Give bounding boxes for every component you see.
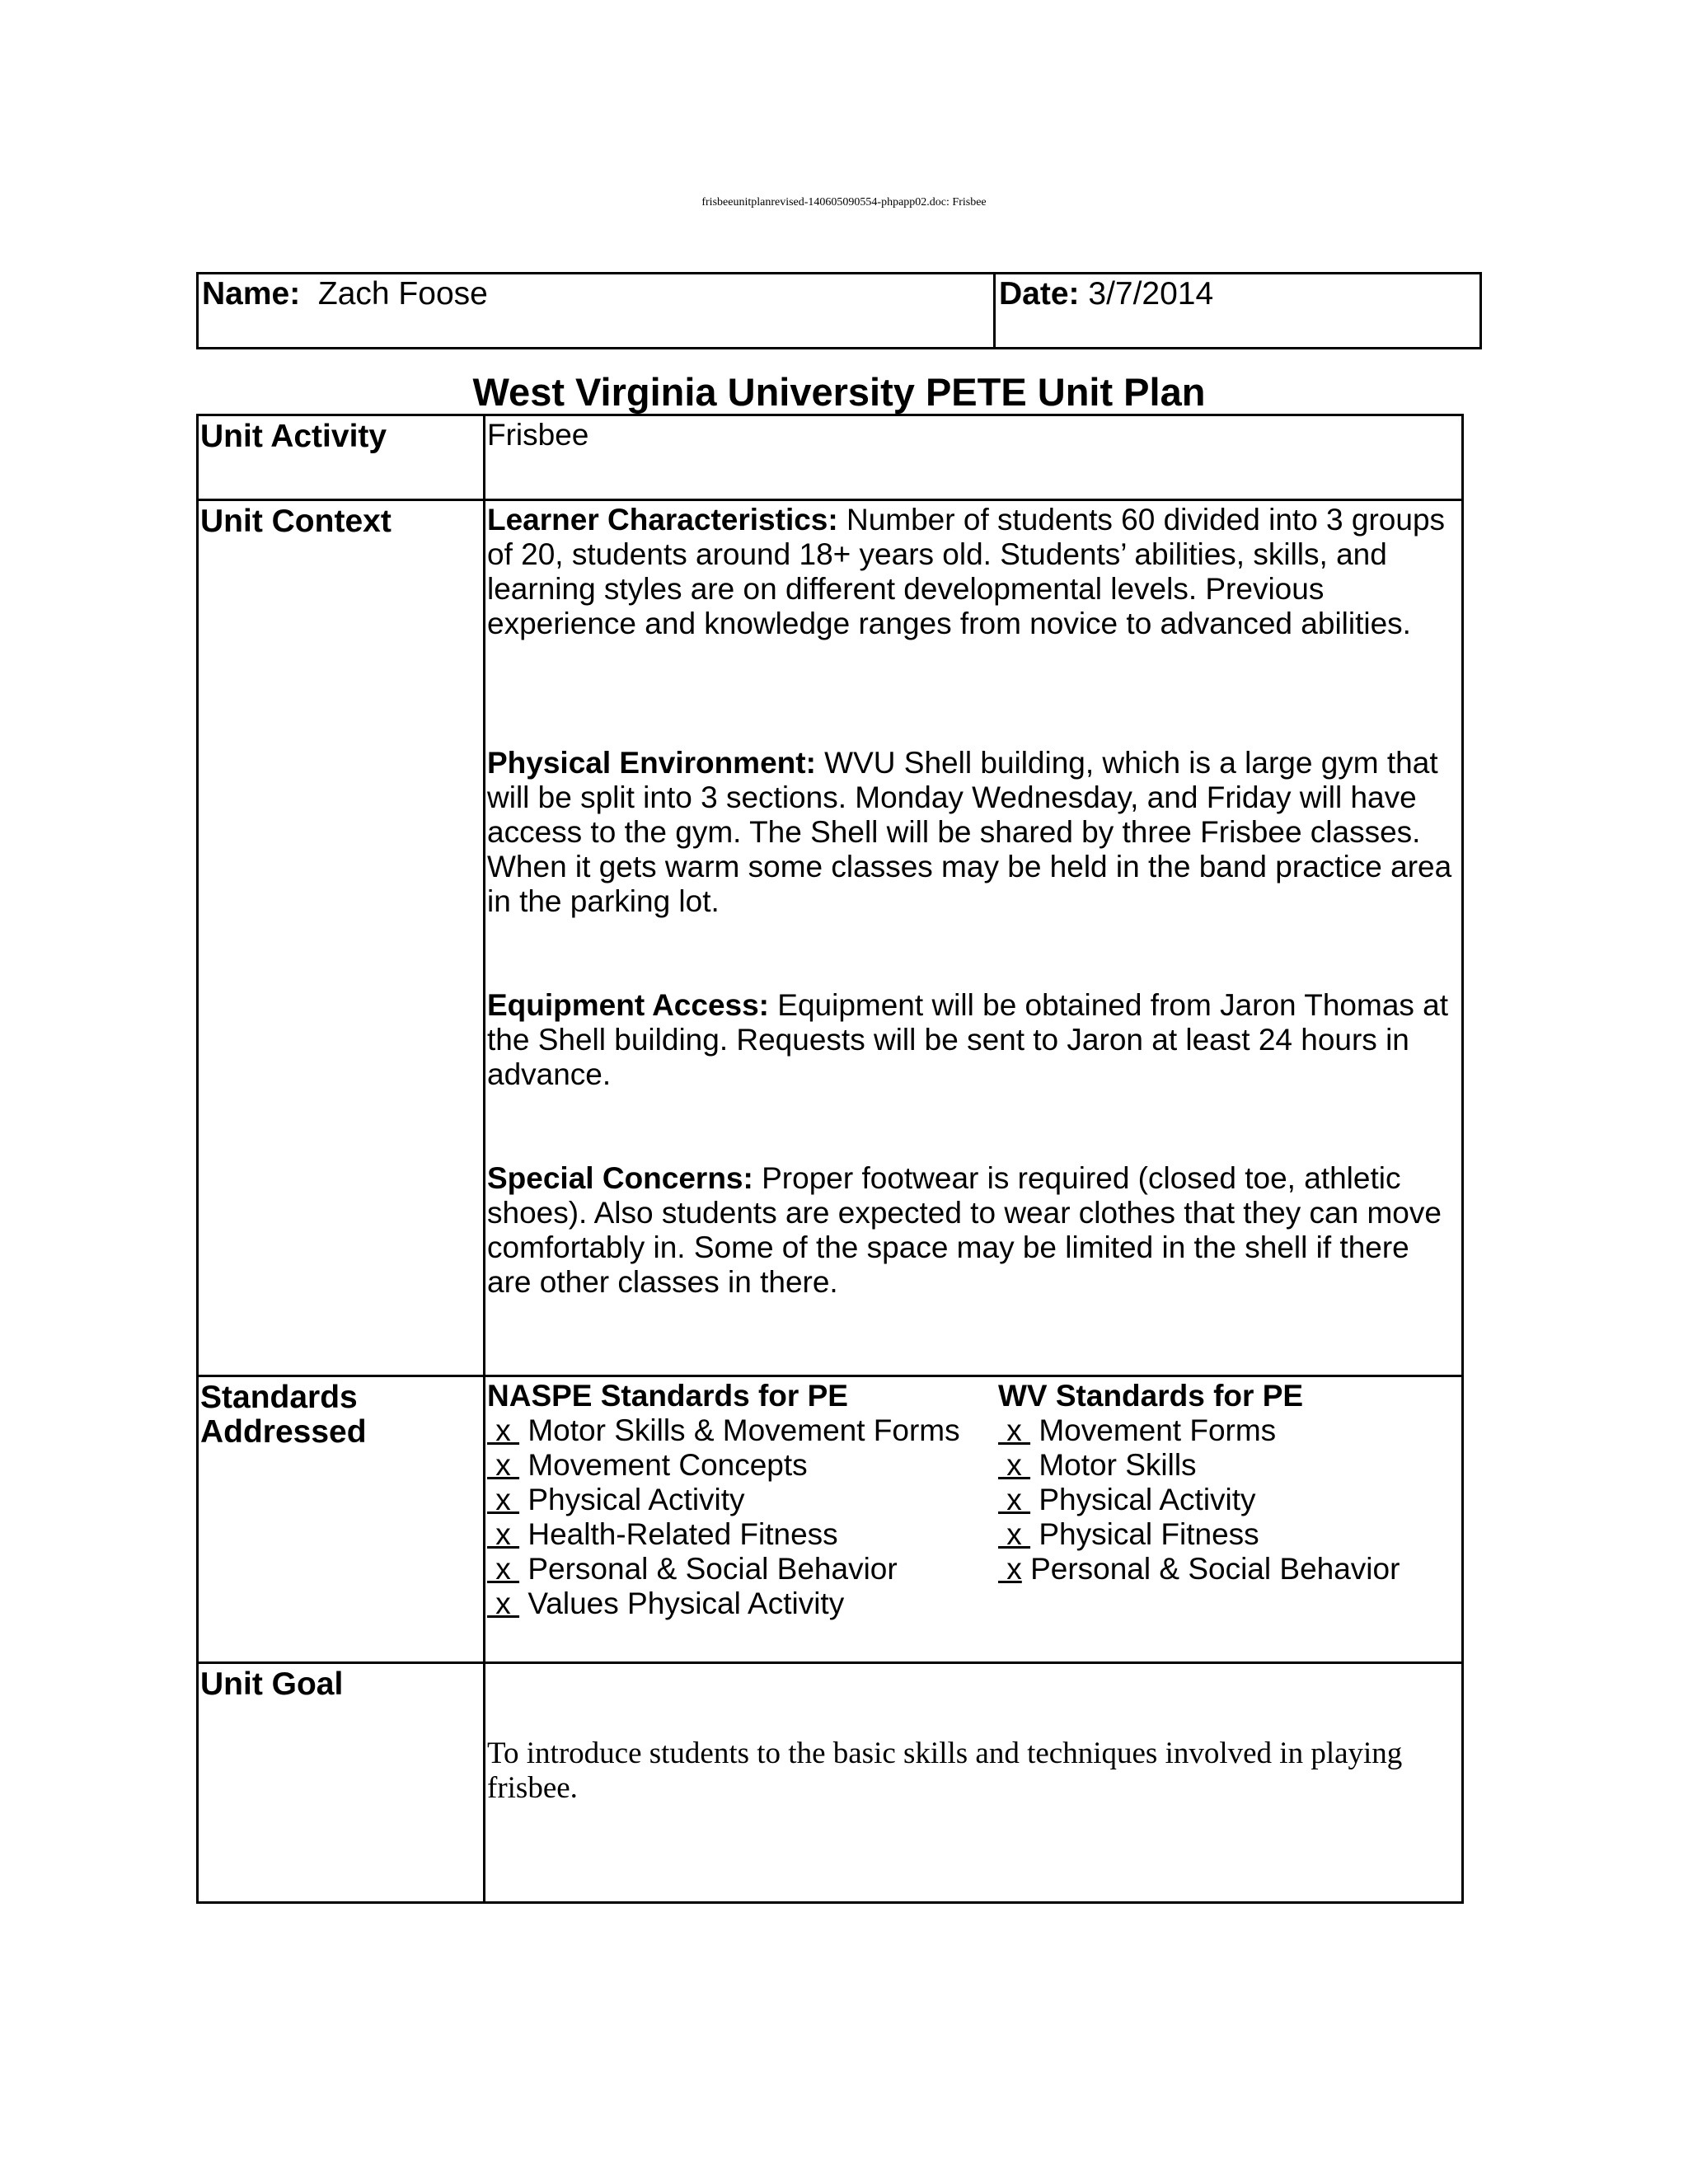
wv-title: WV Standards for PE xyxy=(998,1379,1304,1413)
list-item: x Physical Fitness xyxy=(998,1517,1259,1551)
unit-goal-text: To introduce students to the basic skills and techniques involved in playing frisbee. xyxy=(487,1736,1403,1805)
unit-context-content xyxy=(485,500,1463,1376)
naspe-standards xyxy=(487,1379,998,1621)
special-concerns: Special Concerns: Proper footwear is required (closed toe, athletic shoes). Also students are expected to wear clothes that they can move comfortably in. Some of the space may be limited in the shell if there are other classes in there. xyxy=(487,1161,1442,1299)
name-cell xyxy=(198,274,995,349)
date-cell xyxy=(995,274,1481,349)
name-label: Name: xyxy=(202,276,301,312)
list-item: x Personal & Social Behavior xyxy=(998,1552,1400,1586)
date-value: 3/7/2014 xyxy=(1088,276,1214,312)
standards-content xyxy=(485,1376,1463,1663)
list-item: x Health-Related Fitness xyxy=(487,1517,838,1551)
physical-environment: Physical Environment: WVU Shell building, which is a large gym that will be split into 3 sections. Monday Wednesday, and Friday will have access to the gym. The Shell will be shared by three Frisbee classes. When it gets warm some classes may be held in the band practice area in the parking lot. xyxy=(487,746,1452,918)
list-item: x Physical Activity xyxy=(487,1483,745,1516)
list-item: x Motor Skills xyxy=(998,1448,1197,1482)
unit-goal-content xyxy=(485,1663,1463,1903)
unit-activity-row xyxy=(198,415,1463,500)
page-title: West Virginia University PETE Unit Plan xyxy=(472,370,1206,414)
unit-activity-label: Unit Activity xyxy=(198,415,485,500)
name-value: Zach Foose xyxy=(317,276,488,312)
unit-context-label: Unit Context xyxy=(198,500,485,1376)
unit-activity-value: Frisbee xyxy=(485,415,1463,500)
unit-goal-label: Unit Goal xyxy=(198,1663,485,1903)
document-header: frisbeeunitplanrevised-140605090554-phpapp02.doc: Frisbee xyxy=(701,196,987,209)
name-date-table xyxy=(196,272,1482,349)
list-item: x Physical Activity xyxy=(998,1483,1256,1516)
equipment-access: Equipment Access: Equipment will be obtained from Jaron Thomas at the Shell building. Requests will be sent to Jaron at least 24 hours in advance. xyxy=(487,988,1449,1091)
unit-goal-row xyxy=(198,1663,1463,1903)
list-item: x Values Physical Activity xyxy=(487,1586,845,1620)
list-item: x Motor Skills & Movement Forms xyxy=(487,1413,960,1447)
learner-characteristics: Learner Characteristics: Number of students 60 divided into 3 groups of 20, students around 18+ years old. Students’ abilities, skills, and learning styles are on different developmental levels. Previous experience and knowledge ranges from novice to advanced abilities. xyxy=(487,503,1446,640)
list-item: x Personal & Social Behavior xyxy=(487,1552,898,1586)
wv-standards xyxy=(998,1379,1460,1621)
standards-label: Standards Addressed xyxy=(198,1376,485,1663)
unit-plan-table xyxy=(196,414,1464,1904)
naspe-title: NASPE Standards for PE xyxy=(487,1379,848,1413)
date-label: Date: xyxy=(999,276,1080,312)
unit-context-row xyxy=(198,500,1463,1376)
list-item: x Movement Concepts xyxy=(487,1448,808,1482)
list-item: x Movement Forms xyxy=(998,1413,1277,1447)
standards-row xyxy=(198,1376,1463,1663)
